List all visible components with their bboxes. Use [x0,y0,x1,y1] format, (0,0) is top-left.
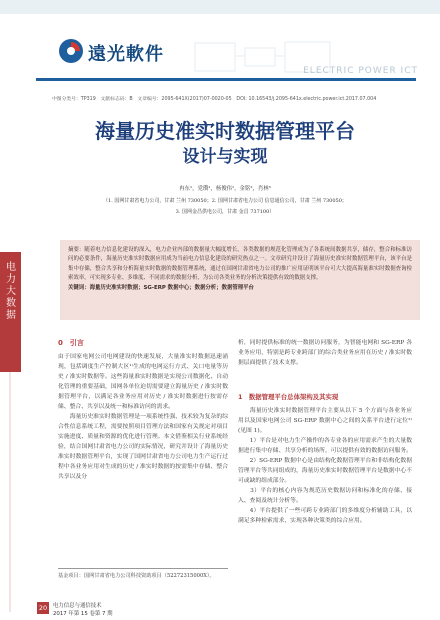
keywords: 关键词：海量历史准实时数据；SG-ERP 数据中心；数据分析；数据管理平台 [68,284,254,291]
article-subtitle: 设计与实现 [182,147,268,167]
header-tagline: ELECTRIC POWER ICT [303,66,418,76]
page-number: 20 [38,604,48,612]
abstract-text: 摘要：随着电力信息化建设的深入，电力企业内部的数据量大幅度增长，各类数据的规范化管理成为了各系统间数据共享，储存，整合和标准访问的必要条件，海量历史准实时数据应用成为当前电力信息化建设的研究热点之一。文章研究并设计了海量历史准实时数据管理平台，该平台是集中存储，整合共享和分析海量实时数据的数据管理系统，通过在国网甘肃省电力公司的推广应用证明该平台可大大提高海量准实时数据查询检索效率，可实现多专业、多维度、不同需求的数据分析，为公司各类业务的分析决策提供有效的数据支撑。 [68,247,412,282]
affiliation-line: 3. 国网金昌供电公司，甘肃 金昌 737100） [175,209,275,215]
architecture-paragraph: 海量历史准实时数据管理平台主要从以下 5 个方面与各业务应用以及国家电网公司 SG-ERP 数据中心之间的关系平台进行定位²⁾(见图 1)。 1）平台是对电力生产操作的各专业各的应用需求产生的大量数据进行集中存储、共享分析的场所，可以提供有效的数据访问服务。 2）SG-ERP 数据中心是由结构化数据管理平台和非结构化数据管理平台等共同组成的，海量历史准实时数据管理平台是数据中心不可或缺的组成部分。 3）平台的核心内容为规范历史数据访问和标准化的存储、接入、查阅及统计分析等。 4）平台提供了一些可跨专业跨部门的多维度分析辅助工具，以满足多种检索需求，实现各种决策类的综合应用。 [238,408,412,524]
footnote-rule [58,568,228,569]
company-logo-icon [58,38,84,64]
side-decor-icon [0,372,21,612]
journal-issue: 2017 年第 15 卷第 7 期 [53,611,113,617]
fund-note: 基金项目：国网甘肃省电力公司科技资助项目（52272315000X）。 [58,573,215,579]
section-heading-architecture: 1 数据管理平台总体架构及其实现 [238,393,339,401]
affiliation-line: （1. 国网甘肃省电力公司，甘肃 兰州 730050；2. 国网甘肃省电力公司 信息通信公司，甘肃 兰州 730050； [103,198,347,204]
top-strip [0,0,440,14]
authors: 冉东¹，党瓒¹，杨俊伟¹，金铭²，肖林³ [179,186,271,192]
section-heading-intro: 0 引言 [58,339,84,347]
journal-name: 电力信息与通信技术 [53,603,102,609]
abstract-box [60,240,420,320]
header-rule [36,78,416,81]
side-label: 电力大数据 [6,262,16,321]
article-title: 海量历史准实时数据管理平台 [95,119,355,143]
intro-paragraph: 由于国家电网公司电网建设的快速发展，大量准实时数据迅速涌现，包括调度生产控制大区¹⁾生成的电网运行方式、关口电量等历史 / 准实时数据等。这些海量准实时数据是实现公司数据化、自动化管理的重要基础，国网各单位迫切需要建立海量历史 / 准实时数据管理平台，以满足各业务应用对历史 / 准实时数据进行按需存储、整合、共享以及统一和标准访问的需求。 海量历史准实时数据管理是一项系统性强、技术较为复杂的综合性信息系统工程，需要按照项目管理方法和国家有关规定对项目实施进度、质量和资源的优化进行管理。本文借鉴相关行业系统经验，结合国网甘肃省电力公司的实际情况，研究并设计了海量历史准实时数据管理平台，实现了国网甘肃省电力公司电力生产运行过程中各业务应用对生成的历史 / 准实时数据的按需集中存储、整合共享以及分 [58,354,228,480]
article-meta: 中图分类号：TP319 文献标志码：B 文章编号：2095-641X(2017)07-0020-05 DOI: 10.16543/j.2095-641x.electric.power.ict.2017.07.004 [52,97,377,102]
brand-name: 遠光軟件 [88,44,164,65]
intro-continued: 析，同时提供标准的统一数据访问服务，为智能电网和 SG-ERP 各业务应用，特别是跨专业跨部门的综合类业务应用在历史 / 准实时数据层面提供了技术支撑。 [238,340,412,366]
